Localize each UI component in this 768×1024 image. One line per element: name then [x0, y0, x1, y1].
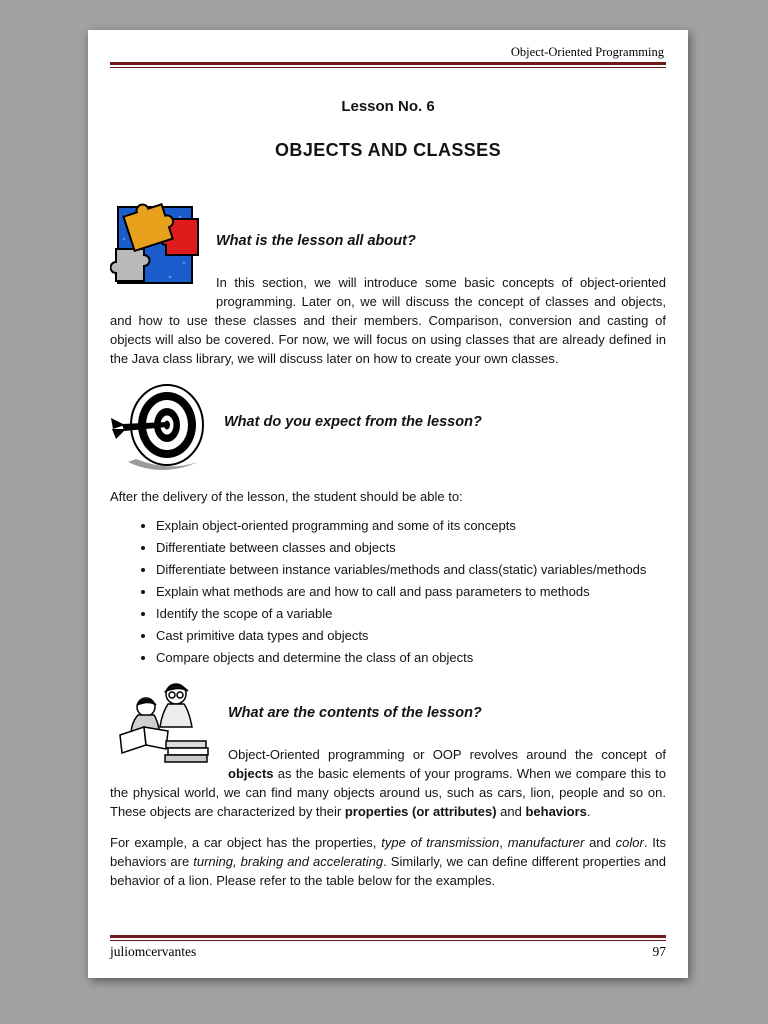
footer-rule: [110, 935, 666, 941]
dartboard-with-dart-clipart-icon: [110, 380, 210, 483]
about-paragraph: In this section, we will introduce some basic concepts of object-oriented programming. Later on, we will discuss the concept of classes and objects, and how to use these classes and their members. Comparison, conversion and casting of objects will also be covered. For now, we will focus on using classes that are already defined in the Java class library, we will discuss later on how to create your own classes.: [110, 275, 666, 366]
section-lesson-contents: [110, 679, 666, 890]
objective-item: • Explain what methods are and how to call and pass parameters to methods: [156, 582, 666, 601]
section-lesson-expect: [110, 380, 666, 667]
footer-author: juliomcervantes: [110, 944, 197, 959]
running-header-title: Object-Oriented Programming: [510, 45, 664, 59]
objective-item: • Differentiate between instance variables/methods and class(static) variables/methods: [156, 560, 666, 579]
two-people-reading-clipart-icon: [110, 679, 214, 768]
lesson-main-title: OBJECTS AND CLASSES: [275, 140, 501, 160]
contents-paragraph-2: For example, a car object has the properties, type of transmission, manufacturer and color. Its behaviors are turning, braking and accelerating. Similarly, we can define different properties and behavior of a lion. Please refer to the table below for the examples.: [110, 835, 666, 888]
lesson-number-title: Lesson No. 6: [341, 98, 435, 115]
objective-item: • Compare objects and determine the class of an objects: [156, 648, 666, 667]
section-lesson-about: [110, 191, 666, 368]
objectives-list: [138, 516, 666, 667]
objective-item: • Explain object-oriented programming and some of its concepts: [156, 516, 666, 535]
section-heading-expect: What do you expect from the lesson?: [224, 414, 482, 430]
puzzle-pieces-clipart-icon: [110, 191, 202, 294]
page-footer: [110, 933, 666, 960]
objective-item: • Differentiate between classes and objects: [156, 538, 666, 557]
objective-item: • Identify the scope of a variable: [156, 604, 666, 623]
section-heading-contents: What are the contents of the lesson?: [228, 705, 482, 721]
document-page: [88, 30, 688, 978]
contents-paragraph-1: Object-Oriented programming or OOP revolves around the concept of objects as the basic elements of your programs. When we compare this to the physical world, we can find many objects around us, such as cars, lion, people and so on. These objects are characterized by their properties (or attributes) and behaviors.: [110, 747, 666, 819]
header-rule: [110, 62, 666, 68]
objective-item: • Cast primitive data types and objects: [156, 626, 666, 645]
section-heading-about: What is the lesson all about?: [216, 233, 416, 249]
objectives-intro: After the delivery of the lesson, the student should be able to:: [110, 489, 463, 504]
footer-page-number: 97: [652, 944, 666, 959]
